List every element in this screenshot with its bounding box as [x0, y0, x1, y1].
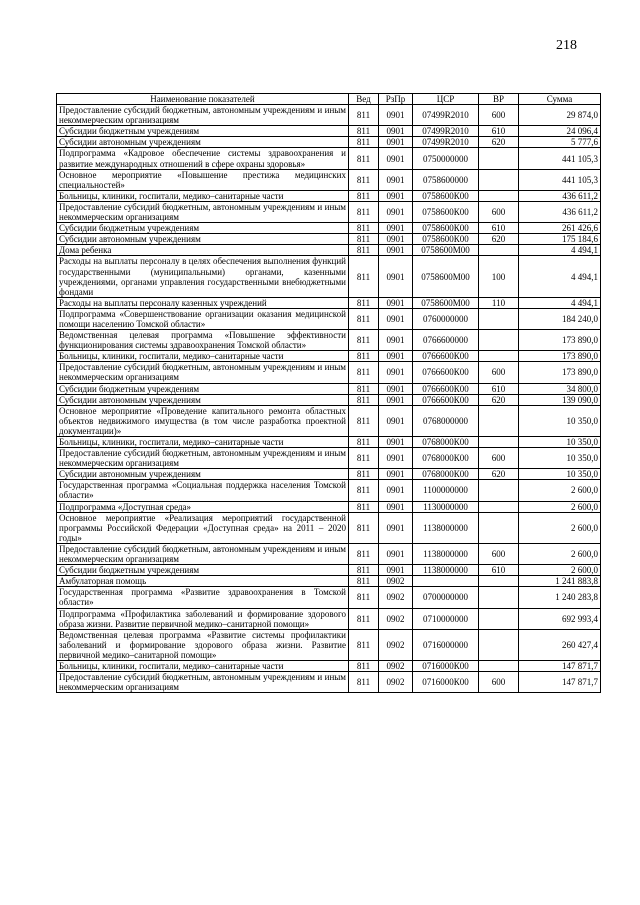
cell-sum: 173 890,0	[519, 351, 601, 362]
cell-csr: 0766600К00	[413, 394, 479, 405]
cell-sum: 4 494,1	[519, 245, 601, 256]
table-row	[57, 362, 601, 383]
cell-rzpr: 0901	[379, 223, 413, 234]
cell-rzpr: 0901	[379, 234, 413, 245]
cell-name: Предоставление субсидий бюджетным, автономным учреждениям и иным некоммерческим организациям	[57, 362, 349, 383]
cell-ved: 811	[349, 256, 379, 297]
cell-name: Ведомственная целевая программа «Повышение эффективности функционирования системы здравоохранения Томской области»	[57, 330, 349, 351]
header-ved: Вед	[349, 94, 379, 105]
cell-name: Подпрограмма «Доступная среда»	[57, 501, 349, 512]
cell-sum: 4 494,1	[519, 297, 601, 308]
cell-name: Субсидии бюджетным учреждениям	[57, 565, 349, 576]
cell-vr: 100	[479, 256, 519, 297]
cell-ved: 811	[349, 543, 379, 564]
cell-name: Предоставление субсидий бюджетным, автономным учреждениям и иным некоммерческим организациям	[57, 201, 349, 222]
cell-sum: 173 890,0	[519, 362, 601, 383]
cell-name: Ведомственная целевая программа «Развитие системы профилактики заболеваний и формирование здорового образа жизни. Развитие первичной медико–санитарной помощи»	[57, 629, 349, 660]
cell-name: Субсидии автономным учреждениям	[57, 469, 349, 480]
table-row	[57, 245, 601, 256]
cell-sum: 5 777,6	[519, 137, 601, 148]
table-row	[57, 512, 601, 543]
table-row	[57, 576, 601, 587]
header-name: Наименование показателей	[57, 94, 349, 105]
header-sum: Сумма	[519, 94, 601, 105]
cell-csr: 0758600М00	[413, 297, 479, 308]
cell-name: Больницы, клиники, госпитали, медико–санитарные части	[57, 351, 349, 362]
cell-sum: 175 184,6	[519, 234, 601, 245]
cell-name: Государственная программа «Социальная поддержка населения Томской области»	[57, 480, 349, 501]
cell-sum: 441 105,3	[519, 148, 601, 169]
cell-sum: 10 350,0	[519, 405, 601, 436]
cell-name: Государственная программа «Развитие здравоохранения в Томской области»	[57, 587, 349, 608]
table-row	[57, 660, 601, 671]
cell-name: Подпрограмма «Профилактика заболеваний и формирование здорового образа жизни. Развитие первичной медико–санитарной помощи»	[57, 608, 349, 629]
cell-ved: 811	[349, 437, 379, 448]
cell-ved: 811	[349, 137, 379, 148]
table-row	[57, 608, 601, 629]
cell-csr: 0758600000	[413, 169, 479, 190]
cell-rzpr: 0901	[379, 501, 413, 512]
table-row	[57, 437, 601, 448]
cell-name: Подпрограмма «Совершенствование организации оказания медицинской помощи населению Томской области»	[57, 308, 349, 329]
cell-sum: 261 426,6	[519, 223, 601, 234]
cell-name: Подпрограмма «Кадровое обеспечение системы здравоохранения и развитие международных отношений в сфере охраны здоровья»	[57, 148, 349, 169]
cell-sum: 2 600,0	[519, 512, 601, 543]
cell-name: Предоставление субсидий бюджетным, автономным учреждениям и иным некоммерческим организациям	[57, 672, 349, 693]
cell-ved: 811	[349, 576, 379, 587]
cell-ved: 811	[349, 190, 379, 201]
cell-vr: 110	[479, 297, 519, 308]
cell-rzpr: 0901	[379, 105, 413, 126]
cell-csr: 0760000000	[413, 308, 479, 329]
cell-sum: 436 611,2	[519, 190, 601, 201]
cell-rzpr: 0902	[379, 608, 413, 629]
cell-rzpr: 0901	[379, 383, 413, 394]
cell-ved: 811	[349, 448, 379, 469]
table-row	[57, 234, 601, 245]
table-row	[57, 394, 601, 405]
cell-sum: 441 105,3	[519, 169, 601, 190]
cell-rzpr: 0901	[379, 169, 413, 190]
table-row	[57, 351, 601, 362]
cell-rzpr: 0901	[379, 190, 413, 201]
cell-vr	[479, 501, 519, 512]
cell-rzpr: 0902	[379, 660, 413, 671]
cell-sum: 10 350,0	[519, 448, 601, 469]
cell-vr: 620	[479, 137, 519, 148]
cell-sum: 2 600,0	[519, 501, 601, 512]
cell-name: Амбулаторная помощь	[57, 576, 349, 587]
cell-vr	[479, 308, 519, 329]
cell-csr: 0716000000	[413, 629, 479, 660]
cell-rzpr: 0901	[379, 256, 413, 297]
cell-vr	[479, 660, 519, 671]
table-row	[57, 169, 601, 190]
cell-name: Предоставление субсидий бюджетным, автономным учреждениям и иным некоммерческим организациям	[57, 105, 349, 126]
cell-rzpr: 0901	[379, 405, 413, 436]
cell-vr: 610	[479, 383, 519, 394]
cell-sum: 1 240 283,8	[519, 587, 601, 608]
cell-csr: 0758600К00	[413, 190, 479, 201]
cell-ved: 811	[349, 660, 379, 671]
cell-vr: 620	[479, 394, 519, 405]
table-row	[57, 137, 601, 148]
cell-csr: 0768000000	[413, 405, 479, 436]
cell-name: Основное мероприятие «Повышение престижа медицинских специальностей»	[57, 169, 349, 190]
table-row	[57, 126, 601, 137]
cell-rzpr: 0901	[379, 565, 413, 576]
table-row	[57, 105, 601, 126]
table-row	[57, 190, 601, 201]
cell-ved: 811	[349, 105, 379, 126]
cell-csr: 0766600000	[413, 330, 479, 351]
table-row	[57, 565, 601, 576]
cell-ved: 811	[349, 126, 379, 137]
cell-vr	[479, 576, 519, 587]
cell-ved: 811	[349, 587, 379, 608]
cell-ved: 811	[349, 565, 379, 576]
cell-ved: 811	[349, 469, 379, 480]
cell-name: Субсидии автономным учреждениям	[57, 394, 349, 405]
cell-vr	[479, 405, 519, 436]
cell-rzpr: 0902	[379, 587, 413, 608]
cell-rzpr: 0901	[379, 245, 413, 256]
cell-csr: 0758600К00	[413, 201, 479, 222]
cell-ved: 811	[349, 405, 379, 436]
cell-name: Дома ребенка	[57, 245, 349, 256]
cell-csr: 1100000000	[413, 480, 479, 501]
cell-csr: 0700000000	[413, 587, 479, 608]
cell-rzpr: 0901	[379, 437, 413, 448]
cell-sum: 29 874,0	[519, 105, 601, 126]
table-row	[57, 501, 601, 512]
table-row	[57, 297, 601, 308]
table-row	[57, 383, 601, 394]
cell-rzpr: 0901	[379, 512, 413, 543]
cell-csr	[413, 576, 479, 587]
cell-rzpr: 0901	[379, 137, 413, 148]
cell-ved: 811	[349, 201, 379, 222]
cell-rzpr: 0901	[379, 543, 413, 564]
cell-csr: 0710000000	[413, 608, 479, 629]
cell-vr	[479, 148, 519, 169]
cell-rzpr: 0901	[379, 148, 413, 169]
cell-ved: 811	[349, 672, 379, 693]
cell-ved: 811	[349, 308, 379, 329]
cell-ved: 811	[349, 169, 379, 190]
cell-csr: 1138000000	[413, 512, 479, 543]
cell-vr: 600	[479, 448, 519, 469]
cell-csr: 0716000К00	[413, 672, 479, 693]
budget-table	[56, 93, 601, 693]
cell-csr: 1138000000	[413, 543, 479, 564]
cell-sum: 2 600,0	[519, 543, 601, 564]
cell-csr: 0768000К00	[413, 448, 479, 469]
cell-name: Расходы на выплаты персоналу в целях обеспечения выполнения функций государственными (муниципальными) органами, казенными учреждениями, органами управления государственными внебюджетными фондами	[57, 256, 349, 297]
cell-csr: 07499R2010	[413, 105, 479, 126]
cell-ved: 811	[349, 148, 379, 169]
table-body	[57, 105, 601, 693]
cell-vr: 620	[479, 234, 519, 245]
cell-csr: 1130000000	[413, 501, 479, 512]
cell-vr	[479, 169, 519, 190]
cell-ved: 811	[349, 480, 379, 501]
cell-vr: 600	[479, 672, 519, 693]
cell-ved: 811	[349, 608, 379, 629]
cell-sum: 260 427,4	[519, 629, 601, 660]
cell-csr: 0768000К00	[413, 437, 479, 448]
cell-name: Больницы, клиники, госпитали, медико–санитарные части	[57, 660, 349, 671]
cell-name: Предоставление субсидий бюджетным, автономным учреждениям и иным некоммерческим организациям	[57, 543, 349, 564]
cell-vr: 620	[479, 469, 519, 480]
cell-vr	[479, 587, 519, 608]
cell-vr: 600	[479, 105, 519, 126]
table-row	[57, 256, 601, 297]
cell-ved: 811	[349, 394, 379, 405]
cell-sum: 436 611,2	[519, 201, 601, 222]
cell-name: Субсидии автономным учреждениям	[57, 234, 349, 245]
cell-vr	[479, 629, 519, 660]
table-row	[57, 587, 601, 608]
cell-csr: 0758600К00	[413, 223, 479, 234]
cell-sum: 10 350,0	[519, 437, 601, 448]
cell-csr: 0768000К00	[413, 469, 479, 480]
cell-sum: 173 890,0	[519, 330, 601, 351]
cell-name: Расходы на выплаты персоналу казенных учреждений	[57, 297, 349, 308]
header-vr: ВР	[479, 94, 519, 105]
cell-vr	[479, 245, 519, 256]
cell-csr: 0758600М00	[413, 245, 479, 256]
table-row	[57, 480, 601, 501]
cell-name: Больницы, клиники, госпитали, медико–санитарные части	[57, 437, 349, 448]
cell-sum: 34 800,0	[519, 383, 601, 394]
cell-vr	[479, 512, 519, 543]
header-rzpr: РзПр	[379, 94, 413, 105]
cell-rzpr: 0901	[379, 201, 413, 222]
cell-vr: 600	[479, 201, 519, 222]
cell-sum: 147 871,7	[519, 672, 601, 693]
cell-rzpr: 0901	[379, 448, 413, 469]
cell-rzpr: 0901	[379, 308, 413, 329]
table-row	[57, 148, 601, 169]
cell-ved: 811	[349, 362, 379, 383]
page-number: 218	[556, 38, 577, 53]
cell-vr	[479, 480, 519, 501]
cell-ved: 811	[349, 297, 379, 308]
cell-sum: 139 090,0	[519, 394, 601, 405]
cell-sum: 10 350,0	[519, 469, 601, 480]
table-row	[57, 629, 601, 660]
cell-csr: 0766600К00	[413, 383, 479, 394]
cell-name: Больницы, клиники, госпитали, медико–санитарные части	[57, 190, 349, 201]
cell-rzpr: 0902	[379, 672, 413, 693]
table-row	[57, 223, 601, 234]
cell-csr: 0766600К00	[413, 351, 479, 362]
cell-vr	[479, 330, 519, 351]
cell-csr: 0758600К00	[413, 234, 479, 245]
cell-ved: 811	[349, 330, 379, 351]
cell-ved: 811	[349, 245, 379, 256]
table-row	[57, 330, 601, 351]
cell-name: Основное мероприятие «Реализация мероприятий государственной программы Российской Федерации «Доступная среда» на 2011 – 2020 годы»	[57, 512, 349, 543]
table-row	[57, 543, 601, 564]
cell-ved: 811	[349, 629, 379, 660]
cell-csr: 1138000000	[413, 565, 479, 576]
cell-rzpr: 0901	[379, 126, 413, 137]
table-header-row	[57, 94, 601, 105]
cell-name: Субсидии бюджетным учреждениям	[57, 223, 349, 234]
cell-csr: 07499R2010	[413, 137, 479, 148]
cell-vr: 600	[479, 543, 519, 564]
cell-csr: 0758600М00	[413, 256, 479, 297]
cell-ved: 811	[349, 501, 379, 512]
cell-sum: 24 096,4	[519, 126, 601, 137]
cell-rzpr: 0901	[379, 480, 413, 501]
cell-name: Основное мероприятие «Проведение капитального ремонта областных объектов недвижимого имущества (в том числе разработка проектной документации)»	[57, 405, 349, 436]
header-csr: ЦСР	[413, 94, 479, 105]
cell-name: Субсидии автономным учреждениям	[57, 137, 349, 148]
cell-csr: 07499R2010	[413, 126, 479, 137]
cell-name: Субсидии бюджетным учреждениям	[57, 126, 349, 137]
table-row	[57, 308, 601, 329]
table-row	[57, 405, 601, 436]
cell-sum: 692 993,4	[519, 608, 601, 629]
cell-vr	[479, 608, 519, 629]
table-row	[57, 672, 601, 693]
cell-ved: 811	[349, 234, 379, 245]
cell-vr: 610	[479, 126, 519, 137]
cell-name: Субсидии бюджетным учреждениям	[57, 383, 349, 394]
cell-rzpr: 0902	[379, 576, 413, 587]
cell-name: Предоставление субсидий бюджетным, автономным учреждениям и иным некоммерческим организациям	[57, 448, 349, 469]
cell-csr: 0716000К00	[413, 660, 479, 671]
cell-vr: 600	[479, 362, 519, 383]
cell-vr	[479, 190, 519, 201]
cell-rzpr: 0902	[379, 629, 413, 660]
cell-rzpr: 0901	[379, 297, 413, 308]
cell-sum: 2 600,0	[519, 480, 601, 501]
cell-rzpr: 0901	[379, 351, 413, 362]
cell-vr: 610	[479, 565, 519, 576]
cell-sum: 147 871,7	[519, 660, 601, 671]
cell-sum: 1 241 883,8	[519, 576, 601, 587]
cell-ved: 811	[349, 383, 379, 394]
cell-rzpr: 0901	[379, 394, 413, 405]
cell-csr: 0766600К00	[413, 362, 479, 383]
table-row	[57, 448, 601, 469]
table-row	[57, 201, 601, 222]
cell-sum: 4 494,1	[519, 256, 601, 297]
cell-vr	[479, 351, 519, 362]
cell-vr: 610	[479, 223, 519, 234]
cell-ved: 811	[349, 223, 379, 234]
cell-ved: 811	[349, 351, 379, 362]
cell-vr	[479, 437, 519, 448]
cell-csr: 0750000000	[413, 148, 479, 169]
cell-sum: 184 240,0	[519, 308, 601, 329]
cell-rzpr: 0901	[379, 330, 413, 351]
cell-ved: 811	[349, 512, 379, 543]
cell-sum: 2 600,0	[519, 565, 601, 576]
table-row	[57, 469, 601, 480]
cell-rzpr: 0901	[379, 469, 413, 480]
cell-rzpr: 0901	[379, 362, 413, 383]
